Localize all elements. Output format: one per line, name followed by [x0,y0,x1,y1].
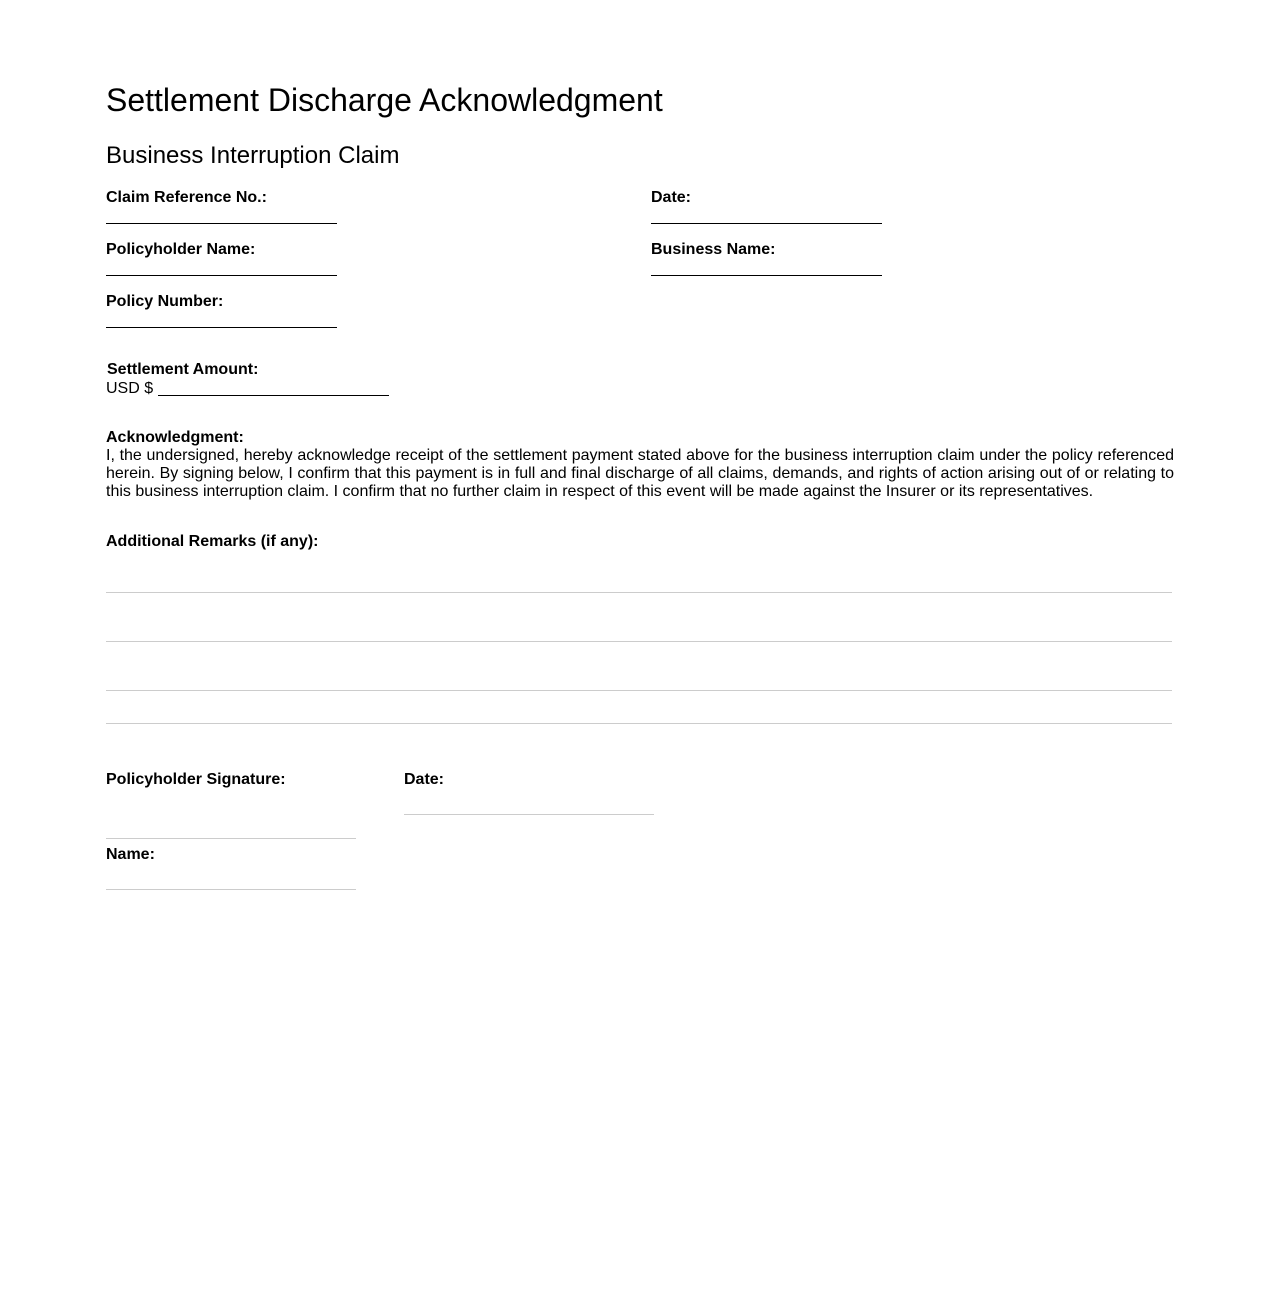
settlement-amount-label: Settlement Amount: [107,361,259,378]
claim-reference-label: Claim Reference No.: [106,189,267,206]
name-field[interactable] [106,889,356,890]
remarks-line-1[interactable] [106,592,1172,593]
signature-date-field[interactable] [404,814,654,815]
business-name-label: Business Name: [651,241,776,258]
document-title: Settlement Discharge Acknowledgment [106,82,663,118]
document-subtitle: Business Interruption Claim [106,142,400,169]
signature-label: Policyholder Signature: [106,771,286,788]
business-name-field[interactable] [651,275,882,276]
remarks-line-4[interactable] [106,723,1172,724]
remarks-line-2[interactable] [106,641,1172,642]
currency-prefix: USD $ [106,380,154,397]
remarks-label: Additional Remarks (if any): [106,533,319,550]
name-label: Name: [106,846,155,863]
remarks-line-3[interactable] [106,690,1172,691]
policyholder-name-label: Policyholder Name: [106,241,256,258]
policy-number-label: Policy Number: [106,293,224,310]
signature-date-label: Date: [404,771,445,788]
claim-reference-field[interactable] [106,223,337,224]
settlement-amount-field[interactable] [158,395,389,396]
date-label: Date: [651,189,692,206]
settlement-amount-row [106,380,153,398]
signature-field[interactable] [106,838,356,839]
date-field[interactable] [651,223,882,224]
acknowledgment-label: Acknowledgment: [106,429,244,446]
policy-number-field[interactable] [106,327,337,328]
policyholder-name-field[interactable] [106,275,337,276]
acknowledgment-text: I, the undersigned, hereby acknowledge receipt of the settlement payment stated above for the business interruption claim under the policy referenced herein. By signing below, I confirm that this payment is in full and final discharge of all claims, demands, and rights of action arising out of or relating to this business interruption claim. I confirm that no further claim in respect of this event will be made against the Insurer or its representatives. [106,447,1174,500]
